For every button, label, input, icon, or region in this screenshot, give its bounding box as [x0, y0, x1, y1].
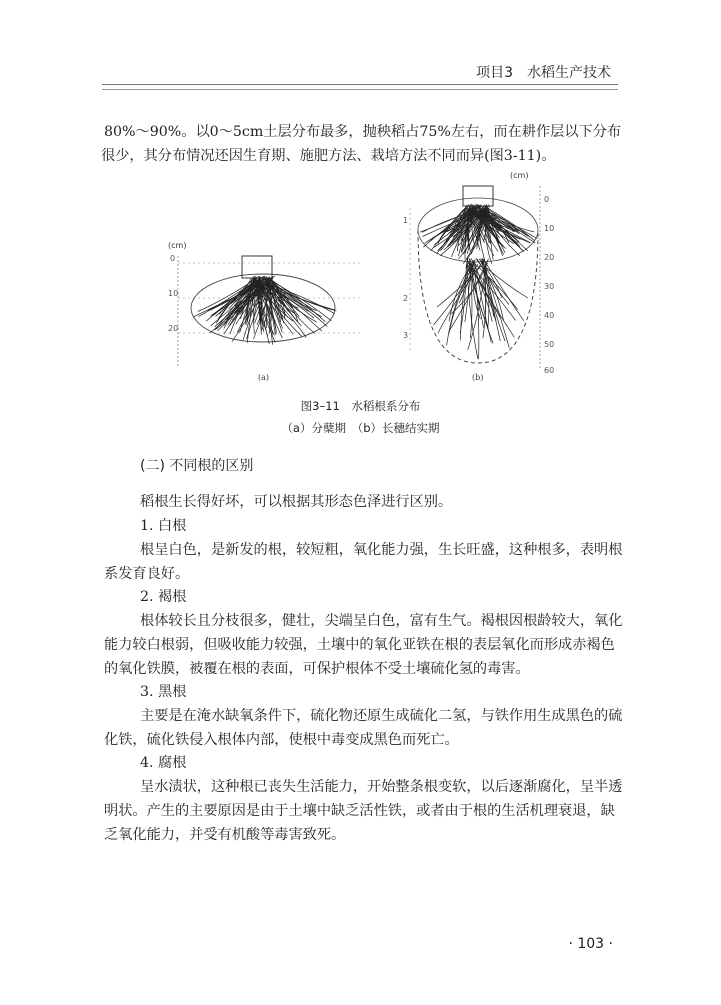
root-stroke — [483, 261, 510, 348]
item-line: 根体较长且分枝很多，健壮，尖端呈白色，富有生气。褐根因根龄较大，氧化 — [140, 613, 623, 629]
panel-b — [403, 171, 554, 382]
item-line: 明状。产生的主要原因是由于土壤中缺乏活性铁，或者由于根的生活机理衰退，缺 — [104, 803, 615, 819]
panel-b-root-zone-outline — [418, 230, 538, 363]
item-body — [104, 538, 623, 586]
panel-a — [168, 241, 360, 382]
header-rule — [102, 84, 618, 85]
panel-b-unit: (cm) — [510, 171, 529, 180]
intro-line: 很少，其分布情况还因生育期、施肥方法、栽培方法不同而异(图3-11)。 — [101, 148, 556, 164]
header-rule-secondary — [102, 89, 618, 90]
intro-line: 80%～90%。以0～5cm土层分布最多，抛秧稻占75%左右，而在耕作层以下分布 — [104, 124, 622, 140]
panel-b-tick: 10 — [544, 224, 555, 233]
item-line: 呈水渍状，这种根已丧失生活能力，开始整条根变软，以后逐渐腐化，呈半透 — [140, 779, 623, 795]
root-figure-svg — [160, 168, 580, 388]
header-title: 项目3 水稻生产技术 — [476, 65, 611, 81]
item-line: 主要是在淹水缺氧条件下，硫化物还原生成硫化二氢，与铁作用生成黑色的硫 — [140, 708, 623, 724]
panel-a-label: (a) — [258, 373, 270, 382]
panel-b-side-tick: 3 — [403, 331, 409, 340]
panel-b-label: (b) — [472, 373, 484, 382]
section-heading: (二) 不同根的区别 — [140, 458, 254, 474]
panel-b-tick: 0 — [544, 195, 550, 204]
item-title: 1. 白根 — [140, 518, 187, 534]
panel-b-side-tick: 1 — [403, 216, 409, 225]
figure-caption: 图3–11 水稻根系分布 — [300, 399, 421, 413]
item-body — [104, 609, 623, 681]
content-intro: 稻根生长得好坏，可以根据其形态色泽进行区别。 — [140, 494, 453, 510]
root-stroke — [469, 210, 531, 243]
panel-b-tick: 50 — [544, 340, 555, 349]
item-title: 4. 腐根 — [140, 755, 187, 771]
item-line: 化铁，硫化铁侵入根体内部，使根中毒变成黑色而死亡。 — [104, 732, 459, 748]
panel-b-side-tick: 2 — [403, 294, 409, 303]
panel-a-tick: 10 — [168, 289, 179, 298]
item-body — [104, 704, 623, 752]
panel-a-tick: 20 — [168, 324, 179, 333]
item-line: 能力较白根弱，但吸收能力较强，土壤中的氧化亚铁在根的表层氧化而形成赤褐色 — [104, 637, 615, 653]
panel-b-stem-bundle — [463, 186, 493, 206]
page-number: · 103 · — [568, 936, 613, 952]
intro-paragraph — [101, 120, 622, 168]
item-line: 的氧化铁膜，被覆在根的表面，可保护根体不受土壤硫化氢的毒害。 — [104, 661, 530, 677]
item-body — [104, 775, 623, 847]
figure-subcaption: （a）分蘖期 （b）长穗结实期 — [281, 421, 440, 435]
item-title: 3. 黑根 — [140, 684, 187, 700]
root-distribution-figure — [160, 168, 580, 388]
panel-b-tick: 60 — [544, 366, 555, 375]
item-line: 乏氧化能力，并受有机酸等毒害致死。 — [104, 827, 346, 843]
panel-a-unit: (cm) — [168, 241, 187, 250]
item-line: 系发育良好。 — [104, 566, 190, 582]
panel-a-tick: 0 — [170, 254, 176, 263]
panel-b-tick: 20 — [544, 253, 555, 262]
item-title: 2. 褐根 — [140, 589, 187, 605]
panel-b-tick: 30 — [544, 282, 555, 291]
panel-a-roots — [193, 276, 336, 345]
item-line: 根呈白色，是新发的根，较短粗，氧化能力强，生长旺盛，这种根多，表明根 — [140, 542, 623, 558]
panel-b-tick: 40 — [544, 311, 555, 320]
